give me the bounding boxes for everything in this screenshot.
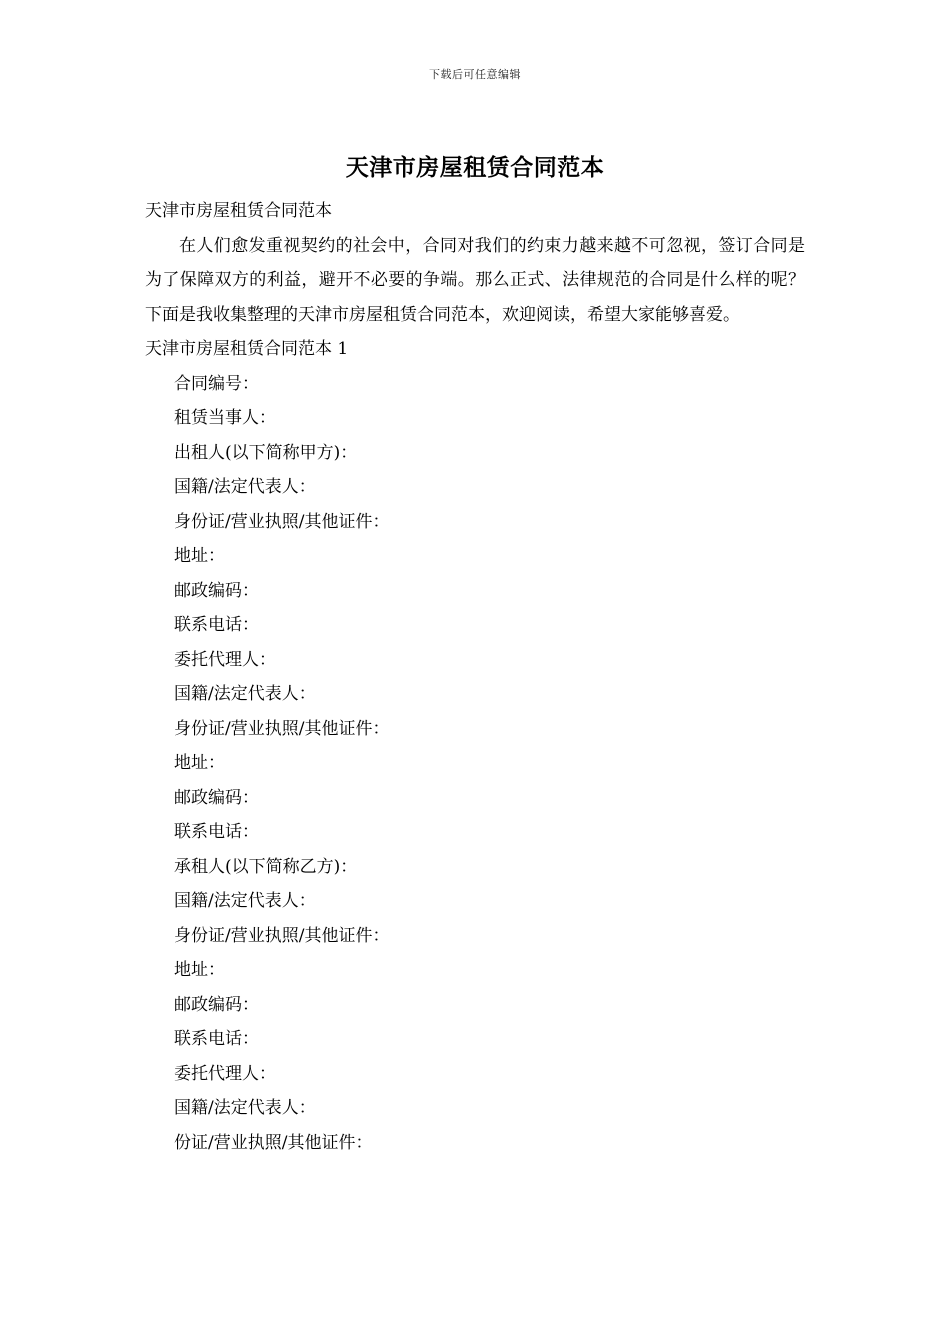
section-heading: 天津市房屋租赁合同范本 1 — [145, 339, 349, 359]
field-lessee-agent: 委托代理人： — [174, 1063, 276, 1084]
field-lessee-agent-nationality: 国籍/法定代表人： — [174, 1098, 316, 1118]
field-contract-number: 合同编号： — [174, 373, 259, 394]
field-list — [145, 367, 805, 1161]
document-subtitle: 天津市房屋租赁合同范本 — [145, 201, 332, 221]
field-lessee-agent-id: 份证/营业执照/其他证件： — [174, 1132, 373, 1153]
field-lessor-agent: 委托代理人： — [174, 649, 276, 670]
field-lessor-nationality: 国籍/法定代表人： — [174, 477, 316, 497]
field-lessor-agent-address: 地址： — [174, 753, 225, 773]
field-lessor-postcode: 邮政编码： — [174, 580, 259, 601]
field-lessor: 出租人(以下简称甲方)： — [174, 442, 358, 463]
field-lessee-id: 身份证/营业执照/其他证件： — [174, 925, 390, 946]
field-lessee: 承租人(以下简称乙方)： — [174, 856, 358, 877]
field-lessor-id: 身份证/营业执照/其他证件： — [174, 511, 390, 532]
field-lessor-agent-postcode: 邮政编码： — [174, 787, 259, 808]
field-lessor-agent-nationality: 国籍/法定代表人： — [174, 684, 316, 704]
document-body — [145, 194, 805, 1160]
header-note: 下载后可任意编辑 — [429, 68, 521, 81]
field-lessee-postcode: 邮政编码： — [174, 994, 259, 1015]
field-lessor-agent-phone: 联系电话： — [174, 822, 259, 842]
field-lessee-address: 地址： — [174, 960, 225, 980]
field-lessee-nationality: 国籍/法定代表人： — [174, 891, 316, 911]
field-parties: 租赁当事人： — [174, 408, 276, 428]
intro-paragraph: 在人们愈发重视契约的社会中，合同对我们的约束力越来越不可忽视，签订合同是为了保障双方的利益，避开不必要的争端。那么正式、法律规范的合同是什么样的呢？下面是我收集整理的天津市房屋租赁合同范本，欢迎阅读，希望大家能够喜爱。 — [145, 235, 805, 325]
field-lessor-agent-id: 身份证/营业执照/其他证件： — [174, 718, 390, 739]
field-lessee-phone: 联系电话： — [174, 1029, 259, 1049]
field-lessor-phone: 联系电话： — [174, 615, 259, 635]
field-lessor-address: 地址： — [174, 546, 225, 566]
document-title: 天津市房屋租赁合同范本 — [345, 154, 605, 181]
